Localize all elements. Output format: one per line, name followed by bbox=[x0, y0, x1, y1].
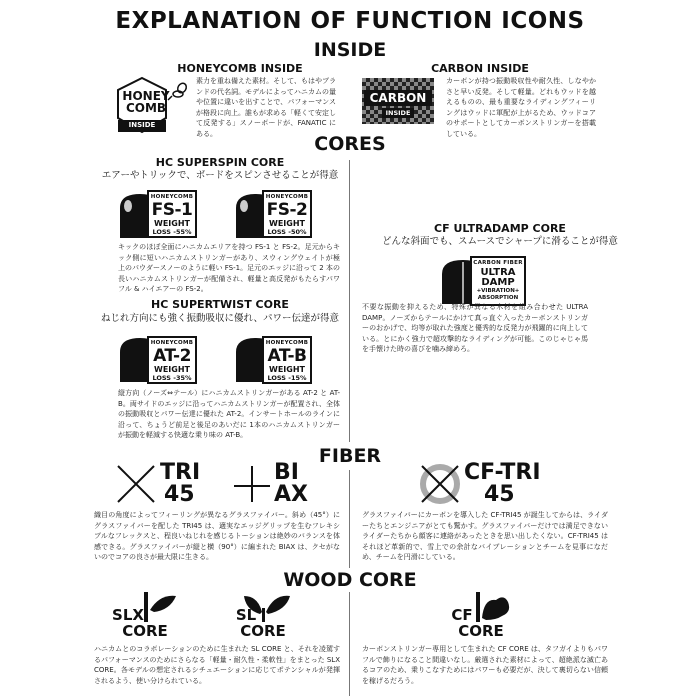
atb-badge-top: HONEYCOMB bbox=[265, 340, 309, 346]
fiber-left-text: 織目の角度によってフィーリングが異なるグラスファイバー。斜め（45°）にグラスファイバーを配した TRI45 は、適実なエッジグリップを生むフレキシブルなフレックスと、程良いねじれを感じるトーションは絶妙のバランスを体感できる。グラスファイバーが縦と横（90°）に編まれた BIAX は、クセがないのでコアの良さが最大限に生きる。 bbox=[94, 511, 340, 561]
section-inside-heading: INSIDE bbox=[313, 39, 387, 61]
honeycomb-icon-line3: INSIDE bbox=[128, 121, 156, 129]
at2-badge-code: AT-2 bbox=[153, 345, 191, 366]
fs2-badge-weight: WEIGHT bbox=[269, 218, 305, 228]
honeycomb-inside-heading: HONEYCOMB INSIDE bbox=[177, 62, 303, 75]
section-cores-heading: CORES bbox=[314, 133, 386, 155]
section-wood-heading: WOOD CORE bbox=[283, 569, 417, 591]
ultradamp-caption: どんな斜面でも、スムースでシャープに滑ることが得意 bbox=[382, 236, 618, 247]
fs2-badge-code: FS-2 bbox=[266, 199, 308, 220]
cftri45-icon bbox=[418, 462, 462, 506]
fiber-right-text: グラスファイバーにカーボンを導入した CF-TRI45 が誕生してからは、ライダーたちとエンジニアがとても驚かす。グラスファイバーだけでは満足できないライダーたちから顔客に連絡があったときを思い出したくない。CF-TRI45 はそれほど革新的で、雪上での余計なバイブレーションとチームを見事になだめ、チームを円滑にしている。 bbox=[362, 511, 608, 561]
slx-core-icon bbox=[110, 590, 180, 642]
sl-core-line2: CORE bbox=[240, 622, 286, 640]
honeycomb-icon-line2: COMB bbox=[125, 101, 167, 115]
sl-core-icon bbox=[228, 590, 298, 642]
cores-divider bbox=[349, 160, 350, 442]
ultradamp-text: 不要な振動を抑えるため、特殊が異なる木材を組み合わせた ULTRA DAMP。ノーズからテールにかけて真っ直ぐ入ったカーボンストリンガーのおかげで、均等が取れた強度と優秀的な反発力が飛躍的に向上している。とにかく強力で超攻撃的なライディングが可能。このじゃじゃ馬を手懐けた時の喜びを噛み締めろ。 bbox=[362, 303, 588, 353]
carbon-inside-text: カーボンが持つ振動吸収性や耐久性、しなやかさと早い反発。そして軽量。どれもウッドを越えるものの、最も重要なライディングフィーリングはウッドに軍配が上がるため、ウッドコアのサポートとしてカーボンストリンガーを搭載している。 bbox=[446, 77, 596, 138]
at2-badge bbox=[147, 336, 197, 384]
fiber-divider bbox=[349, 470, 350, 568]
superspin-caption: エアーやトリックで、ボードをスピンさせることが得意 bbox=[101, 170, 339, 181]
supertwist-caption: ねじれ方向にも強く振動吸収に優れ、パワー伝達が得意 bbox=[100, 313, 340, 324]
tri45-label-line1: TRI bbox=[160, 460, 201, 485]
carbon-icon-line2: INSIDE bbox=[385, 109, 411, 117]
ultradamp-badge bbox=[470, 256, 526, 306]
tri45-label-line2: 45 bbox=[164, 482, 195, 507]
page-title: EXPLANATION OF FUNCTION ICONS bbox=[115, 8, 585, 34]
supertwist-heading: HC SUPERTWIST CORE bbox=[151, 298, 289, 311]
slx-core-line2: CORE bbox=[122, 622, 168, 640]
cf-core-line1: CF bbox=[451, 606, 473, 624]
sl-core-line1: SL bbox=[235, 606, 257, 624]
ultradamp-badge-line3: +VIBRATION+ bbox=[476, 287, 520, 294]
atb-badge-code: AT-B bbox=[267, 345, 307, 366]
ultradamp-heading: CF ULTRADAMP CORE bbox=[434, 222, 566, 235]
honeycomb-icon bbox=[112, 76, 192, 140]
fs1-badge-code: FS-1 bbox=[151, 199, 193, 220]
fs2-badge bbox=[262, 190, 312, 238]
ultradamp-badge-line1: ULTRA bbox=[480, 266, 516, 278]
tri45-cross-icon bbox=[116, 464, 156, 504]
ultradamp-badge-line4: ABSORPTION bbox=[477, 294, 519, 301]
biax-label-line1: BI bbox=[274, 460, 299, 485]
carbon-icon bbox=[362, 78, 434, 124]
fs2-badge-top: HONEYCOMB bbox=[265, 194, 309, 200]
cftri45-label-line2: 45 bbox=[484, 482, 515, 507]
atb-badge-weight: WEIGHT bbox=[269, 364, 305, 374]
at2-badge-top: HONEYCOMB bbox=[150, 340, 194, 346]
section-fiber-heading: FIBER bbox=[318, 445, 382, 467]
wood-left-text: ハニカムとのコラボレーションのために生まれた SL CORE と、それを凌駕するパフォーマンスのためにさらなる「軽量・耐久性・柔軟性」をまとった SLX CORE。各モデルの想定されるシチュエーションに応じてポテンシャルが発揮されるよう、使い分けられている。 bbox=[94, 645, 340, 685]
superspin-text: キックのほぼ全面にハニカムエリアを持つ FS-1 と FS-2。足元からキック側に短いハニカムストリンガーがあり、スウィングウェイトが極上のパウダースノーのように軽い FS-1。足元のエッジに沿って 2 本の長いハニカムストリンガーが配備され、軽量と高反発がもたらすパワフル & ハイエアーの FS-2。 bbox=[118, 243, 340, 293]
fs2-badge-loss: LOSS -50% bbox=[267, 227, 307, 236]
carbon-inside-heading: CARBON INSIDE bbox=[431, 62, 529, 75]
honeycomb-icon-line1: HONEY bbox=[122, 89, 170, 103]
biax-label-line2: AX bbox=[274, 482, 308, 507]
ultradamp-badge-line2: DAMP bbox=[481, 276, 515, 288]
honeycomb-inside-text: 素力を重ね備えた素材。そして、もはやブランドの代名詞。モデルによってハニカムの量や位置に違いを出すことで、パフォーマンスが格段に向上。誰もが求める「軽くて安定して反発する」スノーボードが、FANATIC にある。 bbox=[196, 77, 336, 138]
cf-core-line2: CORE bbox=[458, 622, 504, 640]
slx-core-line1: SLX bbox=[112, 606, 144, 624]
at2-badge-loss: LOSS -35% bbox=[152, 373, 192, 382]
fs1-badge-loss: LOSS -55% bbox=[152, 227, 192, 236]
biax-plus-icon bbox=[232, 464, 272, 504]
cftri45-label-line1: CF-TRI bbox=[464, 460, 541, 485]
atb-badge-loss: LOSS -15% bbox=[267, 373, 307, 382]
carbon-icon-line1: CARBON bbox=[369, 91, 427, 105]
wood-right-text: カーボンストリンガー専用として生まれた CF CORE は、タフガイよりもパワフルで飾りになること間違いなし。厳選された素材によって、超絶派な滅亡あるコアのため、乗りこなすためにはパワーも必要だが、決して裏切らない信頼を稼げるだろう。 bbox=[362, 645, 608, 685]
fs1-badge-top: HONEYCOMB bbox=[150, 194, 194, 200]
fs1-badge bbox=[147, 190, 197, 238]
ultradamp-badge-top: CARBON FIBER bbox=[473, 260, 523, 266]
at2-badge-weight: WEIGHT bbox=[154, 364, 190, 374]
cf-core-icon bbox=[446, 590, 516, 642]
atb-badge bbox=[262, 336, 312, 384]
fs1-badge-weight: WEIGHT bbox=[154, 218, 190, 228]
supertwist-text: 縦方向（ノーズ⇔テール）にハニカムストリンガーがある AT-2 と AT-B。両サイドのエッジに沿ってハニカムストリンガーが配置され、全体の振動吸収とパワー伝達に優れた AT-2。インサートホールのラインに沿って、ちょうど前足と後足のあいだに 1本のハニカムストリンガーが振動を軽減する快適な乗り味の AT-B。 bbox=[118, 389, 340, 439]
superspin-heading: HC SUPERSPIN CORE bbox=[155, 156, 285, 169]
wood-divider bbox=[349, 592, 350, 696]
